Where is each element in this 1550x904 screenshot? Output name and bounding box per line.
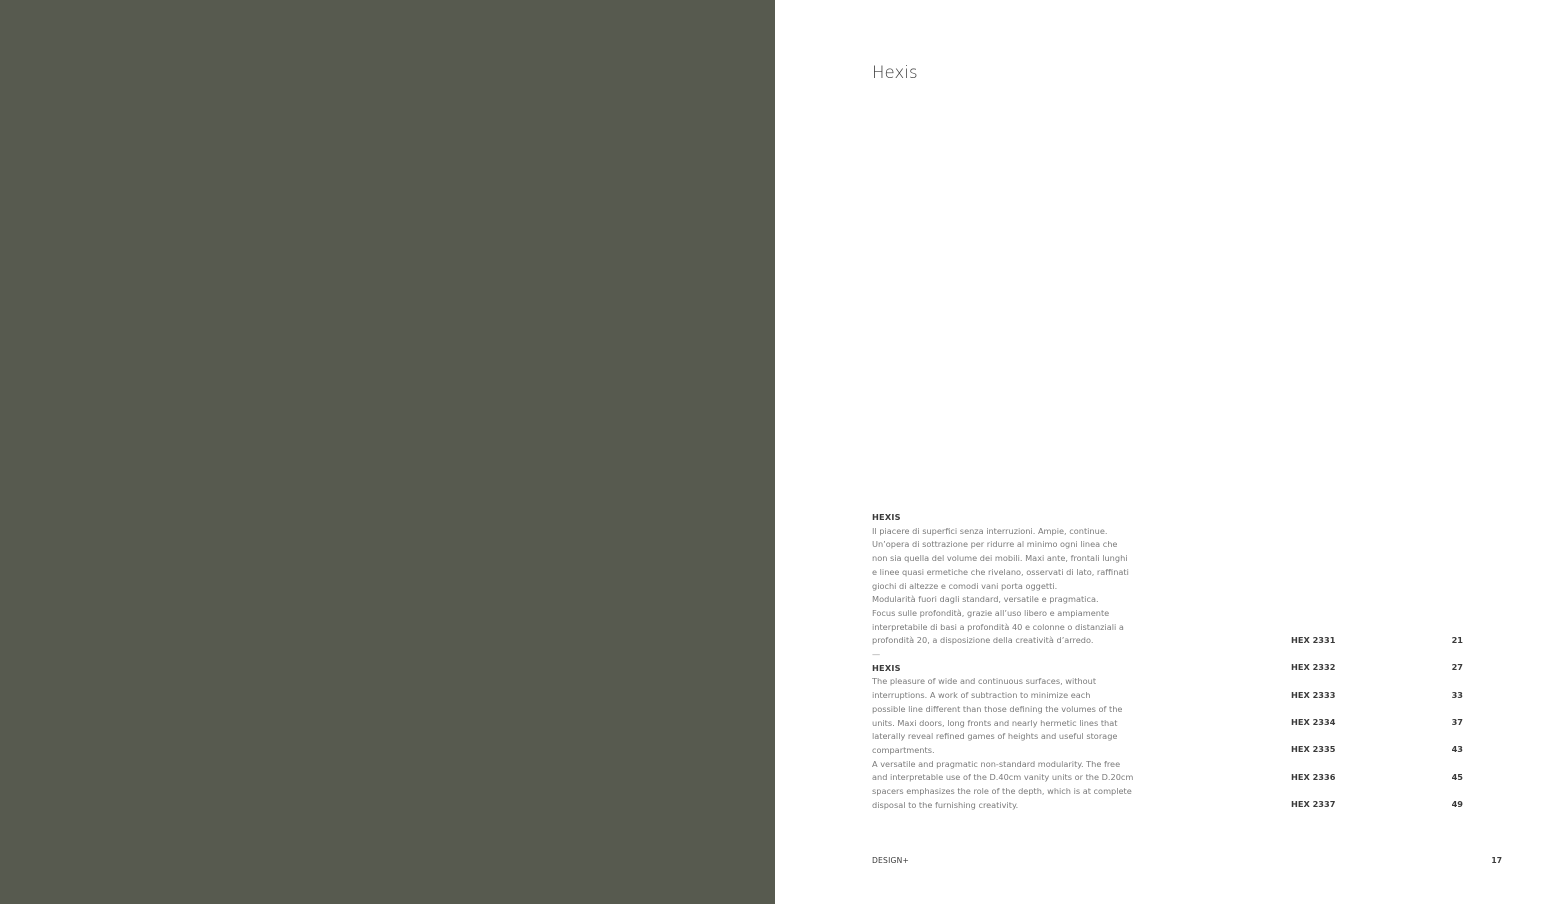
model-code: HEX 2334: [1291, 717, 1336, 727]
english-line: A versatile and pragmatic non-standard modularity. The free: [872, 758, 1121, 769]
toc-row[interactable]: [775, 799, 1550, 813]
page-title: Hexis: [872, 63, 918, 82]
italian-line: Un’opera di sottrazione per ridurre al minimo ogni linea che: [872, 539, 1118, 550]
model-page-number: 37: [1451, 717, 1463, 727]
english-line: laterally reveal refined games of heights and useful storage: [872, 731, 1118, 742]
model-page-number: 45: [1451, 772, 1463, 782]
toc-row[interactable]: [775, 717, 1550, 731]
model-page-number: 49: [1451, 799, 1463, 809]
italian-line: non sia quella del volume dei mobili. Maxi ante, frontali lunghi: [872, 553, 1128, 564]
italian-line: profondità 20, a disposizione della creatività d’arredo.: [872, 635, 1094, 646]
italian-line: interpretabile di basi a profondità 40 e colonne o distanziali a: [872, 621, 1124, 632]
right-page: [775, 0, 1550, 904]
english-line: disposal to the furnishing creativity.: [872, 799, 1019, 810]
italian-line: Il piacere di superfici senza interruzioni. Ampie, continue.: [872, 525, 1108, 536]
toc-row[interactable]: [775, 744, 1550, 758]
english-heading: HEXIS: [872, 662, 901, 673]
model-code: HEX 2337: [1291, 799, 1336, 809]
english-line: and interpretable use of the D.40cm vanity units or the D.20cm: [872, 772, 1134, 783]
english-line: interruptions. A work of subtraction to minimize each: [872, 690, 1091, 701]
model-page-number: 21: [1451, 635, 1463, 645]
separator-dash: —: [872, 649, 881, 660]
toc-row[interactable]: [775, 635, 1550, 649]
model-page-number: 43: [1451, 744, 1463, 754]
italian-line: e linee quasi ermetiche che rivelano, osservati di lato, raffinati: [872, 566, 1129, 577]
model-code: HEX 2335: [1291, 744, 1336, 754]
toc-row[interactable]: [775, 690, 1550, 704]
english-line: units. Maxi doors, long fronts and nearly hermetic lines that: [872, 717, 1118, 728]
english-line: spacers emphasizes the role of the depth, which is at complete: [872, 786, 1132, 797]
toc-row[interactable]: [775, 772, 1550, 786]
english-line: compartments.: [872, 744, 935, 755]
english-line: The pleasure of wide and continuous surfaces, without: [872, 676, 1097, 687]
model-code: HEX 2332: [1291, 662, 1336, 672]
italian-line: Focus sulle profondità, grazie all’uso libero e ampiamente: [872, 607, 1110, 618]
model-page-number: 33: [1451, 690, 1463, 700]
footer-page-number: 17: [1491, 856, 1502, 865]
model-code: HEX 2336: [1291, 772, 1336, 782]
model-code: HEX 2331: [1291, 635, 1336, 645]
footer-brand: DESIGN+: [872, 856, 910, 865]
toc-row[interactable]: [775, 662, 1550, 676]
model-code: HEX 2333: [1291, 690, 1336, 700]
italian-line: giochi di altezze e comodi vani porta oggetti.: [872, 580, 1058, 591]
english-line: possible line different than those defining the volumes of the: [872, 703, 1123, 714]
model-page-number: 27: [1451, 662, 1463, 672]
italian-line: Modularità fuori dagli standard, versatile e pragmatica.: [872, 594, 1099, 605]
italian-heading: HEXIS: [872, 512, 901, 522]
